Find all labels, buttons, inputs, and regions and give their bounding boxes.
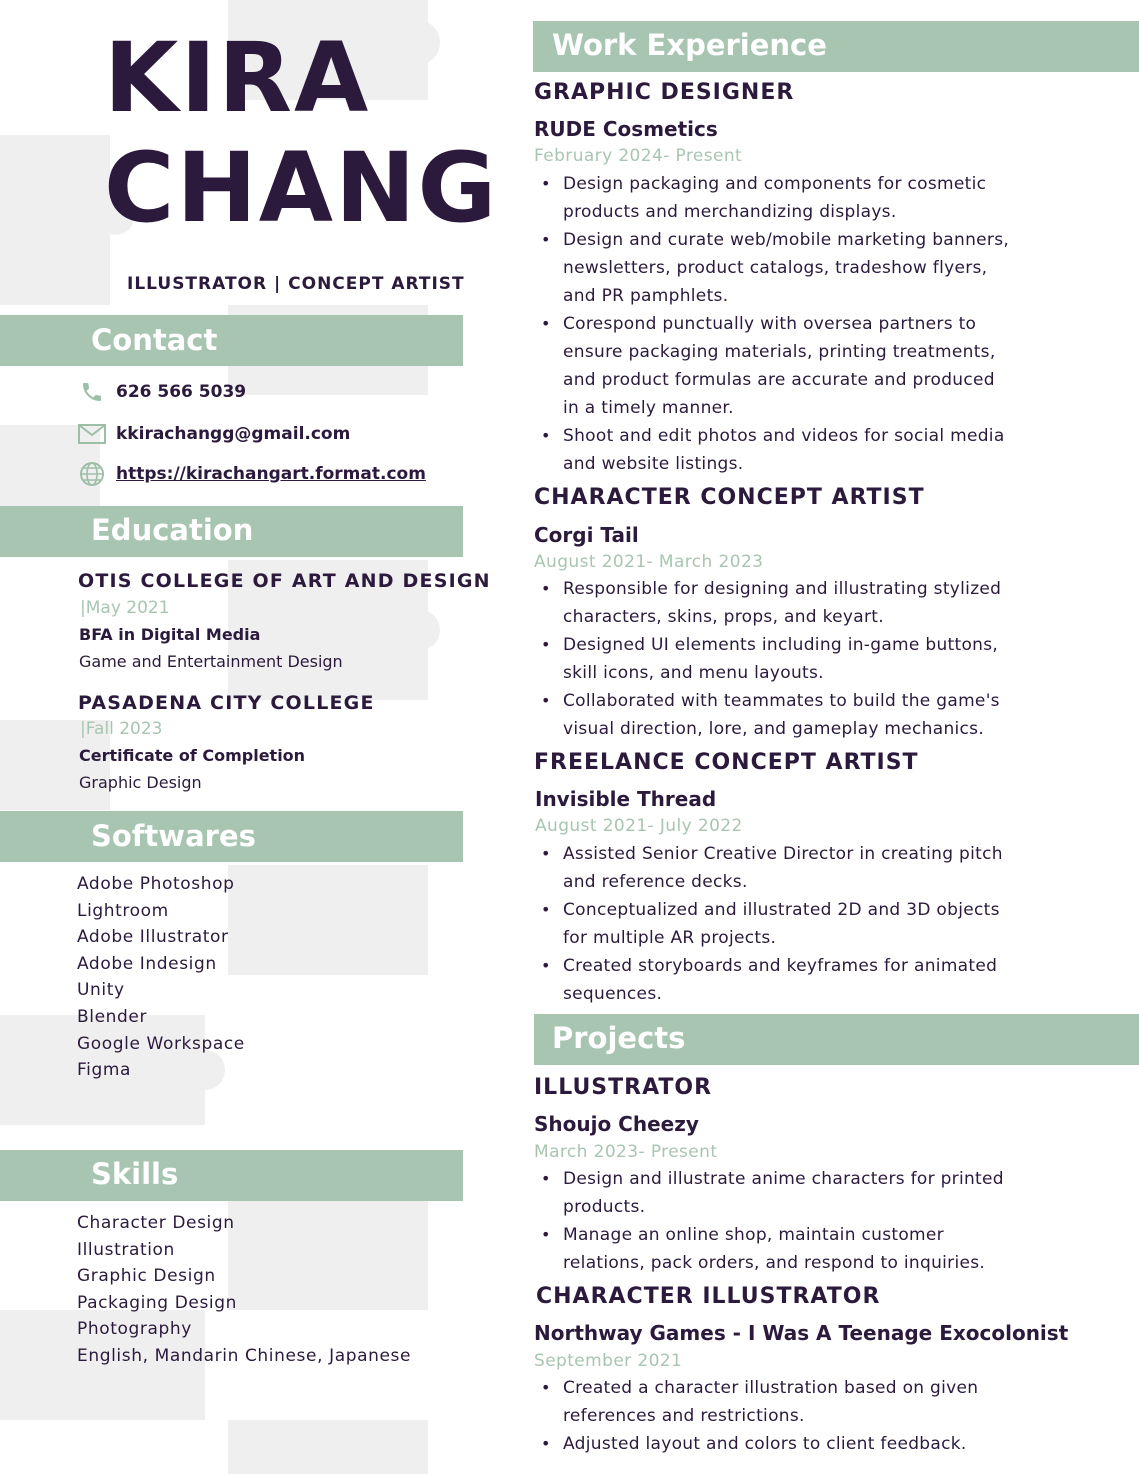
website-link[interactable]: https://kirachangart.format.com — [116, 464, 426, 484]
list-item: Blender — [77, 1006, 148, 1027]
list-item: Illustration — [77, 1239, 175, 1260]
envelope-icon — [78, 422, 106, 446]
work-heading: Work Experience — [552, 28, 827, 62]
list-item: Character Design — [77, 1213, 235, 1233]
softwares-list — [77, 871, 245, 1084]
list-item: • Collaborated with teammates to build the game's visual direction, lore, and gameplay mechanics. — [540, 687, 1060, 743]
list-item: • Adjusted layout and colors to client feedback. — [540, 1430, 1060, 1458]
list-item: • Designed UI elements including in-game buttons, skill icons, and menu layouts. — [540, 631, 1060, 687]
degree-field: Graphic Design — [79, 773, 202, 792]
job-subtitle: ILLUSTRATOR | CONCEPT ARTIST — [127, 274, 465, 294]
list-item: Unity — [77, 980, 125, 1001]
list-item: • Created a character illustration based on given references and restrictions. — [540, 1374, 1060, 1430]
education-date: |May 2021 — [80, 598, 170, 618]
project-date: September 2021 — [534, 1351, 683, 1371]
list-item: • Design and illustrate anime characters for printed products. — [540, 1165, 1060, 1221]
job-title: FREELANCE CONCEPT ARTIST — [534, 750, 919, 775]
list-item: Lightroom — [77, 900, 169, 921]
project-company: Shoujo Cheezy — [534, 1112, 699, 1136]
list-item: • Design packaging and components for cosmetic products and merchandizing displays. — [540, 170, 1060, 226]
softwares-heading: Softwares — [91, 819, 256, 853]
phone-number: 626 566 5039 — [116, 382, 247, 402]
project-date: March 2023- Present — [534, 1142, 718, 1162]
job-date: February 2024- Present — [534, 146, 743, 166]
school-name: OTIS COLLEGE OF ART AND DESIGN — [78, 570, 491, 592]
job-bullets — [540, 840, 1060, 1008]
contact-phone — [78, 380, 246, 404]
job-bullets — [540, 575, 1060, 743]
list-item: Google Workspace — [77, 1033, 245, 1054]
list-item: • Shoot and edit photos and videos for social media and website listings. — [540, 422, 1060, 478]
degree-field: Game and Entertainment Design — [79, 652, 343, 671]
contact-website — [78, 462, 426, 486]
job-date: August 2021- July 2022 — [535, 816, 743, 836]
job-date: August 2021- March 2023 — [534, 552, 764, 572]
list-item: • Corespond punctually with oversea partners to ensure packaging materials, printing treatments, and product formulas are accurate and produced in a timely manner. — [540, 310, 1060, 422]
list-item: • Created storyboards and keyframes for animated sequences. — [540, 952, 1060, 1008]
school-name: PASADENA CITY COLLEGE — [78, 692, 375, 714]
projects-heading: Projects — [552, 1021, 686, 1055]
company-name: RUDE Cosmetics — [534, 117, 718, 141]
phone-icon — [78, 380, 106, 404]
job-title: CHARACTER CONCEPT ARTIST — [534, 485, 925, 510]
skills-header-band — [0, 1150, 463, 1201]
project-company: Northway Games - I Was A Teenage Exocolonist — [534, 1321, 1069, 1345]
company-name: Invisible Thread — [535, 787, 717, 811]
skills-heading: Skills — [91, 1157, 179, 1191]
education-date: |Fall 2023 — [80, 719, 163, 739]
list-item: • Design and curate web/mobile marketing banners, newsletters, product catalogs, tradeshow flyers, and PR pamphlets. — [540, 226, 1060, 310]
last-name: CHANG — [104, 132, 499, 244]
list-item: • Responsible for designing and illustrating stylized characters, skins, props, and keyart. — [540, 575, 1060, 631]
first-name: KIRA — [104, 22, 371, 134]
project-bullets — [540, 1374, 1060, 1458]
list-item: • Conceptualized and illustrated 2D and 3D objects for multiple AR projects. — [540, 896, 1060, 952]
globe-icon — [78, 462, 106, 486]
degree-name: Certificate of Completion — [79, 746, 306, 765]
list-item: Packaging Design — [77, 1292, 237, 1313]
job-bullets — [540, 170, 1060, 478]
project-bullets — [540, 1165, 1060, 1277]
contact-heading: Contact — [91, 323, 218, 357]
project-title: CHARACTER ILLUSTRATOR — [536, 1284, 881, 1309]
list-item: Adobe Indesign — [77, 953, 217, 974]
list-item: Figma — [77, 1060, 132, 1081]
company-name: Corgi Tail — [534, 523, 639, 547]
list-item: • Manage an online shop, maintain customer relations, pack orders, and respond to inquiries. — [540, 1221, 1060, 1277]
list-item: English, Mandarin Chinese, Japanese — [77, 1345, 412, 1366]
contact-header-band — [0, 315, 463, 366]
skills-list — [77, 1210, 411, 1370]
list-item: Adobe Illustrator — [77, 927, 229, 948]
list-item: Photography — [77, 1319, 192, 1340]
email-address[interactable]: kkirachangg@gmail.com — [116, 424, 351, 444]
list-item: Adobe Photoshop — [77, 874, 235, 894]
degree-name: BFA in Digital Media — [79, 625, 261, 644]
education-heading: Education — [91, 513, 254, 547]
contact-email — [78, 422, 350, 446]
project-title: ILLUSTRATOR — [534, 1075, 713, 1100]
list-item: • Assisted Senior Creative Director in creating pitch and reference decks. — [540, 840, 1060, 896]
list-item: Graphic Design — [77, 1266, 216, 1287]
job-title: GRAPHIC DESIGNER — [534, 80, 795, 105]
